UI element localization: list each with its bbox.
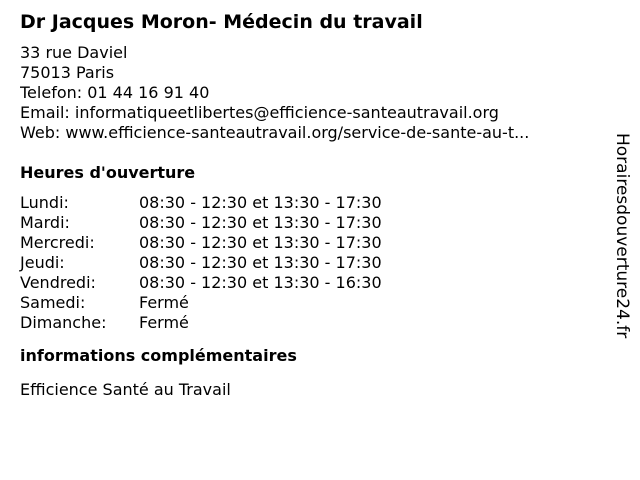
day-label: Samedi: bbox=[20, 293, 86, 312]
hours-row-friday bbox=[20, 273, 600, 293]
day-hours: Fermé bbox=[139, 313, 189, 332]
hours-row-saturday bbox=[20, 293, 600, 313]
info-heading: informations complémentaires bbox=[20, 346, 297, 365]
day-hours: 08:30 - 12:30 et 13:30 - 16:30 bbox=[139, 273, 382, 292]
email-line[interactable]: Email: informatiqueetlibertes@efficience-santeautravail.org bbox=[20, 103, 499, 122]
day-label: Mardi: bbox=[20, 213, 70, 232]
brand-watermark: Horairesdouverture24.fr bbox=[612, 133, 632, 339]
website-line[interactable]: Web: www.efficience-santeautravail.org/service-de-sante-au-t... bbox=[20, 123, 530, 142]
day-hours: Fermé bbox=[139, 293, 189, 312]
hours-table bbox=[20, 193, 600, 333]
day-hours: 08:30 - 12:30 et 13:30 - 17:30 bbox=[139, 193, 382, 212]
day-label: Vendredi: bbox=[20, 273, 96, 292]
info-text: Efficience Santé au Travail bbox=[20, 380, 231, 399]
address-street: 33 rue Daviel bbox=[20, 43, 128, 62]
day-label: Lundi: bbox=[20, 193, 69, 212]
hours-row-monday bbox=[20, 193, 600, 213]
hours-row-sunday bbox=[20, 313, 600, 333]
hours-row-thursday bbox=[20, 253, 600, 273]
day-label: Jeudi: bbox=[20, 253, 65, 272]
phone-line[interactable]: Telefon: 01 44 16 91 40 bbox=[20, 83, 210, 102]
day-hours: 08:30 - 12:30 et 13:30 - 17:30 bbox=[139, 233, 382, 252]
day-hours: 08:30 - 12:30 et 13:30 - 17:30 bbox=[139, 213, 382, 232]
business-card bbox=[20, 10, 600, 400]
page-title: Dr Jacques Moron- Médecin du travail bbox=[20, 11, 423, 33]
hours-row-tuesday bbox=[20, 213, 600, 233]
address-city: 75013 Paris bbox=[20, 63, 115, 82]
hours-row-wednesday bbox=[20, 233, 600, 253]
day-hours: 08:30 - 12:30 et 13:30 - 17:30 bbox=[139, 253, 382, 272]
day-label: Mercredi: bbox=[20, 233, 95, 252]
day-label: Dimanche: bbox=[20, 313, 107, 332]
hours-heading: Heures d'ouverture bbox=[20, 163, 196, 182]
